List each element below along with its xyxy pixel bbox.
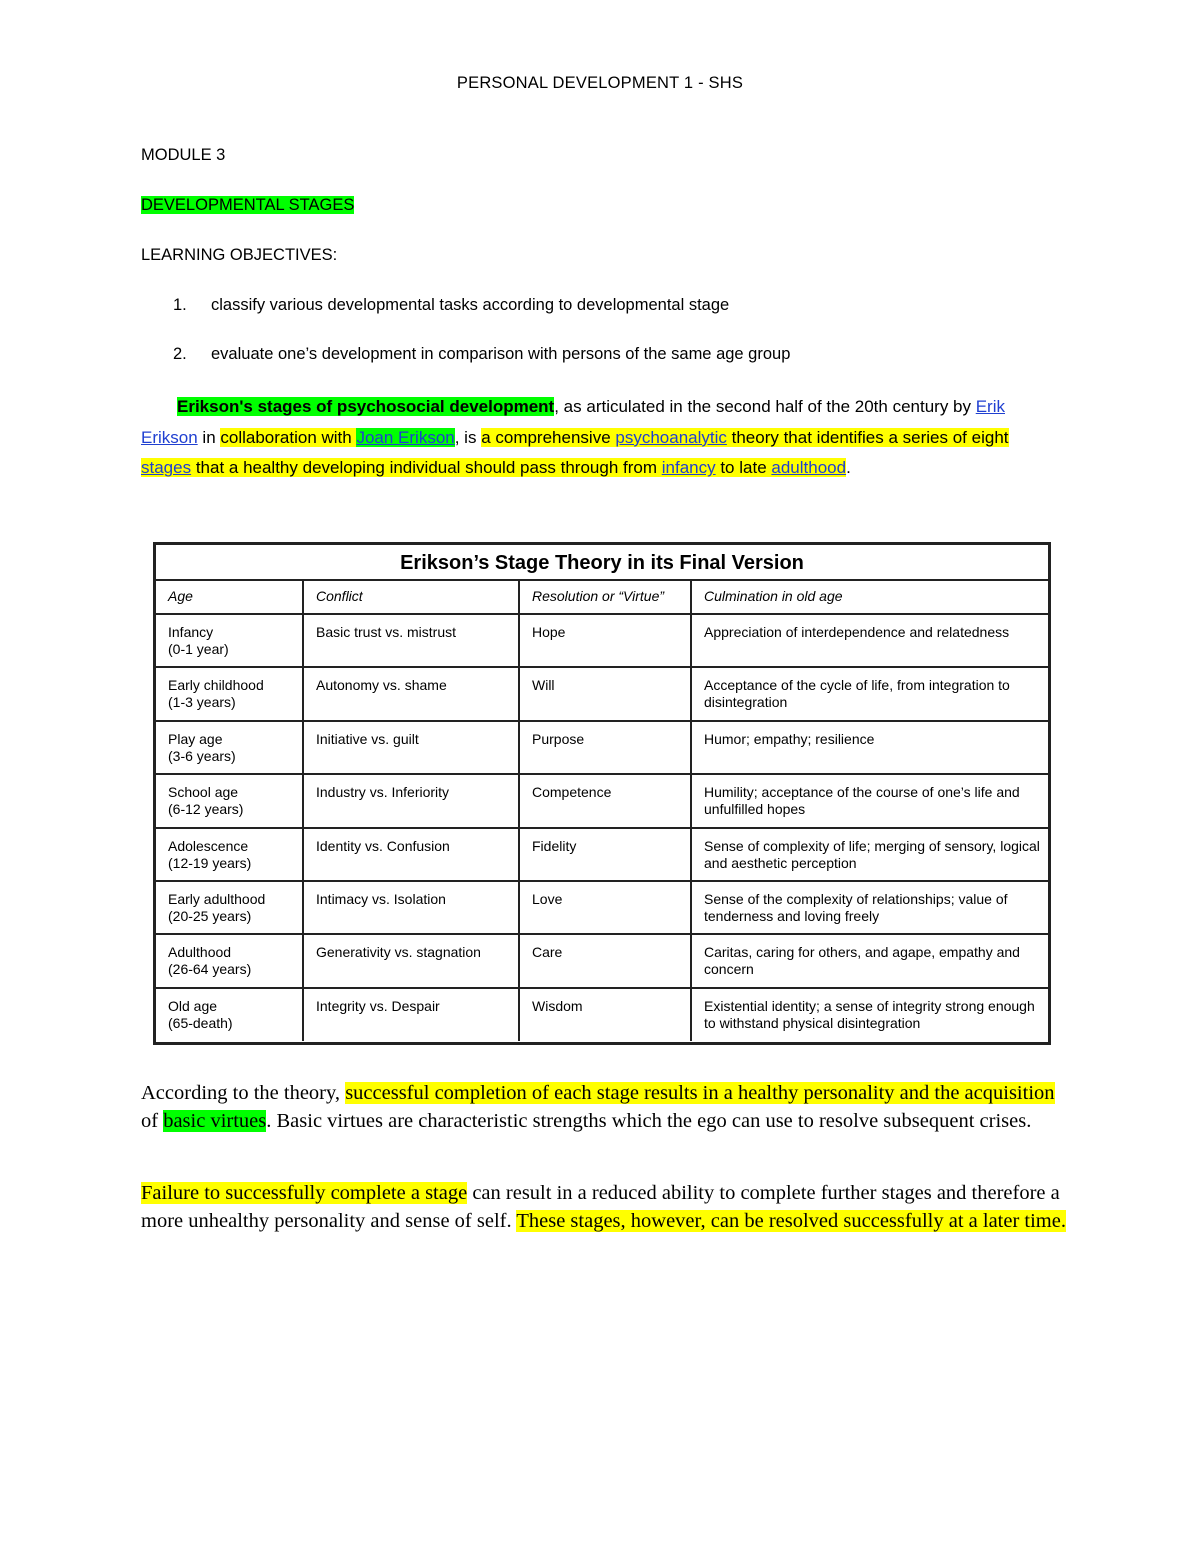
conflict-cell: Industry vs. Inferiority [303, 774, 519, 827]
conflict-cell: Identity vs. Confusion [303, 828, 519, 881]
table-row [156, 881, 1048, 934]
age-range: (26-64 years) [168, 961, 252, 978]
link-infancy[interactable]: infancy [661, 458, 716, 478]
age-cell [156, 988, 303, 1041]
header-virtue: Resolution or “Virtue” [519, 581, 691, 614]
page-header: PERSONAL DEVELOPMENT 1 - SHS [456, 74, 744, 92]
later-time-highlight: These stages, however, can be resolved successfully at a later time. [516, 1209, 1066, 1232]
culmination-cell: Sense of the complexity of relationships; value of tenderness and loving freely [691, 881, 1048, 934]
age-label: Early childhood [168, 677, 264, 694]
conflict-cell: Intimacy vs. Isolation [303, 881, 519, 934]
link-psychoanalytic[interactable]: psychoanalytic [615, 427, 727, 447]
table-row [156, 988, 1048, 1041]
failure-paragraph [141, 1180, 1071, 1235]
intro-highlight: collaboration with [220, 427, 357, 447]
topic-title [141, 196, 354, 215]
age-label: Adulthood [168, 944, 232, 961]
header-age: Age [156, 581, 303, 614]
intro-text: to late [715, 458, 772, 478]
table-title: Erikson’s Stage Theory in its Final Version [156, 545, 1048, 581]
age-cell [156, 828, 303, 881]
age-cell [156, 881, 303, 934]
age-label: Play age [168, 730, 223, 747]
conflict-cell: Initiative vs. guilt [303, 721, 519, 774]
age-cell [156, 774, 303, 827]
intro-paragraph [141, 392, 1061, 484]
table-row [156, 828, 1048, 881]
age-label: Infancy [168, 624, 214, 640]
intro-text: , is [454, 427, 482, 447]
table-row [156, 774, 1048, 827]
virtue-cell: Wisdom [519, 988, 691, 1041]
virtue-cell: Love [519, 881, 691, 934]
age-cell [156, 721, 303, 774]
objective-text: evaluate one’s development in comparison with persons of the same age group [211, 345, 791, 363]
table-row [156, 667, 1048, 720]
theory-text: According to the theory, [141, 1082, 346, 1104]
table-row [156, 934, 1048, 987]
intro-text: theory that identifies a series of eight [726, 427, 1009, 447]
virtue-cell: Purpose [519, 721, 691, 774]
table-row [156, 614, 1048, 667]
link-erik-erikson[interactable]: Erik Erikson [141, 397, 1005, 447]
table-header-row [156, 581, 1048, 614]
age-label: Old age [168, 997, 218, 1014]
header-conflict: Conflict [303, 581, 519, 614]
age-label: Adolescence [168, 837, 249, 854]
intro-text: . [846, 458, 851, 478]
age-label: School age [168, 784, 239, 801]
intro-term: Erikson's stages of psychosocial development [177, 397, 555, 416]
age-range: (20-25 years) [168, 907, 252, 924]
culmination-cell: Acceptance of the cycle of life, from integration to disintegration [691, 667, 1048, 720]
culmination-cell: Sense of complexity of life; merging of sensory, logical and aesthetic perception [691, 828, 1048, 881]
objectives-heading: LEARNING OBJECTIVES: [141, 246, 338, 264]
basic-virtues-highlight: basic virtues [163, 1109, 267, 1132]
intro-text: in [197, 427, 221, 447]
age-cell [156, 934, 303, 987]
age-range: (3-6 years) [168, 747, 236, 764]
conflict-cell: Basic trust vs. mistrust [303, 614, 519, 667]
link-adulthood[interactable]: adulthood [771, 458, 847, 478]
virtue-cell: Care [519, 934, 691, 987]
objective-item [141, 345, 790, 364]
conflict-cell: Autonomy vs. shame [303, 667, 519, 720]
virtue-cell: Hope [519, 614, 691, 667]
erikson-stage-table [153, 542, 1051, 1045]
age-range: (0-1 year) [168, 641, 229, 657]
objective-number: 1. [173, 296, 187, 314]
table-row [156, 721, 1048, 774]
failure-text: can result in a reduced ability to complete further stages and therefore a more unhealthy personality and sense of self. [141, 1182, 1060, 1232]
topic-title-text: DEVELOPMENTAL STAGES [141, 196, 355, 214]
conflict-cell: Generativity vs. stagnation [303, 934, 519, 987]
age-cell [156, 667, 303, 720]
objective-item [141, 296, 729, 315]
age-cell [156, 614, 303, 667]
module-label: MODULE 3 [141, 146, 226, 164]
theory-highlight: successful completion of each stage results in a healthy personality and the acquisition [345, 1082, 1055, 1104]
theory-text: . Basic virtues are characteristic strengths which the ego can use to resolve subsequent crises. [266, 1109, 1032, 1132]
header-culmination: Culmination in old age [691, 581, 1048, 614]
culmination-cell: Existential identity; a sense of integrity strong enough to withstand physical disintegration [691, 988, 1048, 1041]
failure-highlight: Failure to successfully complete a stage [141, 1182, 468, 1204]
virtue-cell: Competence [519, 774, 691, 827]
age-range: (65-death) [168, 1014, 233, 1031]
stage-table [156, 581, 1048, 1041]
age-range: (12-19 years) [168, 854, 252, 871]
age-range: (6-12 years) [168, 801, 244, 818]
theory-paragraph [141, 1080, 1071, 1135]
culmination-cell: Humility; acceptance of the course of one’s life and unfulfilled hopes [691, 774, 1048, 827]
culmination-cell: Appreciation of interdependence and relatedness [691, 614, 1048, 667]
virtue-cell: Will [519, 667, 691, 720]
culmination-cell: Caritas, caring for others, and agape, empathy and concern [691, 934, 1048, 987]
intro-text: that a healthy developing individual should pass through from [191, 458, 662, 478]
objective-text: classify various developmental tasks according to developmental stage [211, 296, 730, 314]
link-joan-erikson[interactable]: Joan Erikson [356, 427, 455, 447]
link-stages[interactable]: stages [141, 458, 192, 478]
age-label: Early adulthood [168, 890, 266, 907]
age-range: (1-3 years) [168, 694, 236, 711]
intro-text: a comprehensive [481, 427, 616, 447]
intro-text: , as articulated in the second half of the 20th century by [554, 397, 976, 416]
conflict-cell: Integrity vs. Despair [303, 988, 519, 1041]
virtue-cell: Fidelity [519, 828, 691, 881]
culmination-cell: Humor; empathy; resilience [691, 721, 1048, 774]
theory-text: of [141, 1109, 164, 1132]
objective-number: 2. [173, 345, 187, 363]
